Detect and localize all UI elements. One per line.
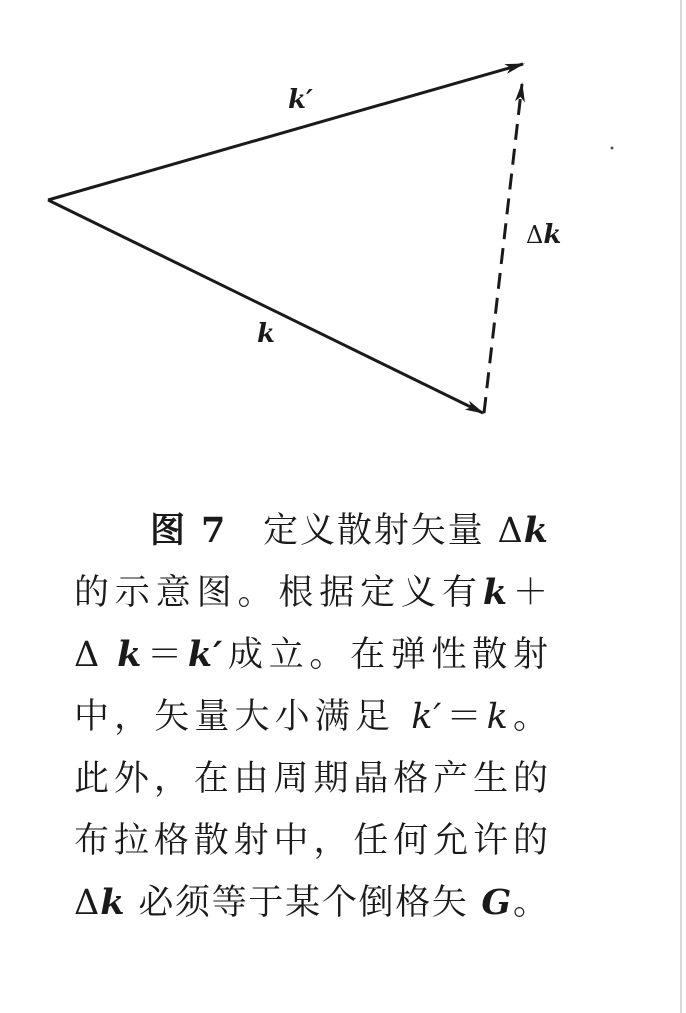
math-equals: ＝ [142,635,188,675]
k-prime-label: k′ [288,85,313,115]
math-delta: Δ [74,635,118,675]
math-k: k [523,510,549,551]
k-vector [48,200,483,413]
caption-text: 此外，在由周期晶格产生的 [74,759,549,799]
math-equals: ＝ [442,697,487,737]
math-k-prime: k′ [411,697,443,737]
caption-line-6 [74,810,549,872]
math-delta: Δ [74,883,101,923]
caption-text: 布拉格散射中，任何允许的 [74,821,549,861]
math-k-prime: k′ [187,634,224,675]
caption-text: 定义散射矢量 Δ [262,511,524,551]
caption-line-7 [74,872,549,934]
math-k: k [486,697,509,737]
scattering-vector-diagram [0,0,686,460]
caption-line-2 [74,562,549,624]
delta-k-vector [484,84,522,413]
math-k: k [100,882,126,923]
delta-k-label [526,220,561,250]
caption-text: 中，矢量大小满足 [74,697,412,737]
stray-mark [611,147,614,150]
delta-k-var: k [543,220,562,250]
caption-line-4 [74,686,549,748]
figure-label: 图 7 [150,510,227,551]
k-label: k [257,319,276,349]
math-g: G [481,882,513,923]
caption-text: 的示意图。根据定义有 [74,573,483,613]
math-k: k [117,634,143,675]
caption-line-5 [74,748,549,810]
math-k: k [482,572,509,613]
math-plus: ＋ [508,573,549,613]
caption-line-3 [74,624,549,686]
caption-text: 。 [512,883,549,923]
delta-symbol: Δ [526,221,544,249]
caption-text: 必须等于某个倒格矢 [125,883,482,923]
caption-line-1 [74,500,549,562]
caption-text: 成立。在弹性散射 [223,635,549,675]
k-prime-vector [48,64,523,200]
caption-text: 。 [508,697,549,737]
figure-caption [74,500,549,934]
